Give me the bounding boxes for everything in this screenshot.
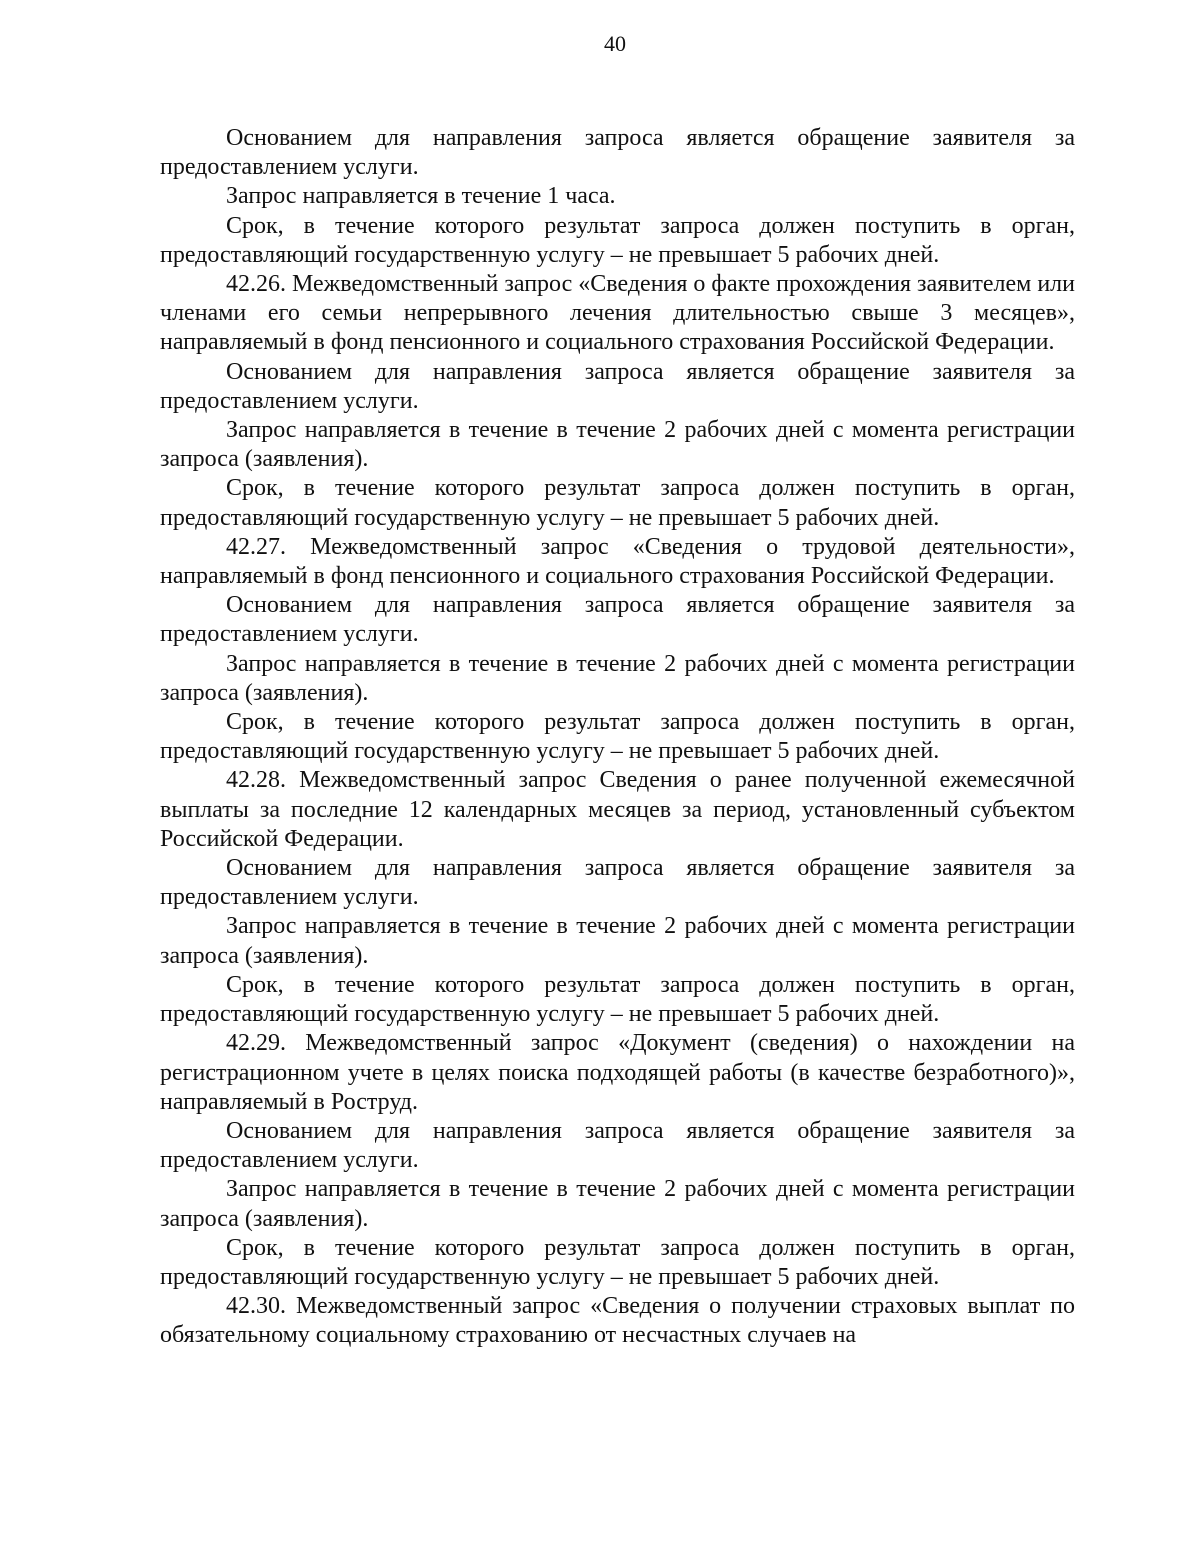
paragraph: Срок, в течение которого результат запроса должен поступить в орган, предоставляющий государственную услугу – не превышает 5 рабочих дней. — [160, 212, 1075, 268]
paragraph-section-42-26: 42.26. Межведомственный запрос «Сведения о факте прохождения заявителем или членами его семьи непрерывного лечения длительностью свыше 3 месяцев», направляемый в фонд пенсионного и социального страхования Российской Федерации. — [160, 271, 1075, 356]
paragraph-section-42-28: 42.28. Межведомственный запрос Сведения о ранее полученной ежемесячной выплаты за последние 12 календарных месяцев за период, установленный субъектом Российской Федерации. — [160, 767, 1075, 852]
paragraph: Основанием для направления запроса является обращение заявителя за предоставлением услуги. — [160, 855, 1075, 911]
paragraph: Основанием для направления запроса является обращение заявителя за предоставлением услуги. — [160, 358, 1075, 414]
paragraph-section-42-27: 42.27. Межведомственный запрос «Сведения о трудовой деятельности», направляемый в фонд пенсионного и социального страхования Российской Федерации. — [160, 533, 1075, 590]
paragraph-section-42-29: 42.29. Межведомственный запрос «Документ (сведения) о нахождении на регистрационном учете в целях поиска подходящей работы (в качестве безработного)», направляемый в Роструд. — [160, 1030, 1075, 1115]
paragraph: Срок, в течение которого результат запроса должен поступить в орган, предоставляющий государственную услугу – не превышает 5 рабочих дней. — [160, 475, 1075, 531]
paragraph: Срок, в течение которого результат запроса должен поступить в орган, предоставляющий государственную услугу – не превышает 5 рабочих дней. — [160, 971, 1075, 1028]
paragraph: Основанием для направления запроса является обращение заявителя за предоставлением услуги. — [160, 1117, 1075, 1174]
paragraph: Запрос направляется в течение 1 часа. — [226, 183, 616, 210]
paragraph: Запрос направляется в течение в течение 2 рабочих дней с момента регистрации запроса (заявления). — [160, 913, 1075, 969]
page-number: 40 — [604, 31, 626, 56]
paragraph: Срок, в течение которого результат запроса должен поступить в орган, предоставляющий государственную услугу – не превышает 5 рабочих дней. — [160, 1234, 1075, 1290]
paragraph: Срок, в течение которого результат запроса должен поступить в орган, предоставляющий государственную услугу – не превышает 5 рабочих дней. — [160, 709, 1075, 765]
paragraph-section-42-30: 42.30. Межведомственный запрос «Сведения о получении страховых выплат по обязательному социальному страхованию от несчастных случаев на — [160, 1293, 1075, 1349]
paragraph: Запрос направляется в течение в течение 2 рабочих дней с момента регистрации запроса (заявления). — [160, 650, 1075, 706]
paragraph: Основанием для направления запроса является обращение заявителя за предоставлением услуги. — [160, 592, 1075, 648]
paragraph: Запрос направляется в течение в течение 2 рабочих дней с момента регистрации запроса (заявления). — [160, 417, 1075, 473]
document-body — [160, 124, 1075, 1351]
paragraph: Основанием для направления запроса является обращение заявителя за предоставлением услуги. — [160, 125, 1075, 181]
paragraph: Запрос направляется в течение в течение 2 рабочих дней с момента регистрации запроса (заявления). — [160, 1176, 1075, 1232]
